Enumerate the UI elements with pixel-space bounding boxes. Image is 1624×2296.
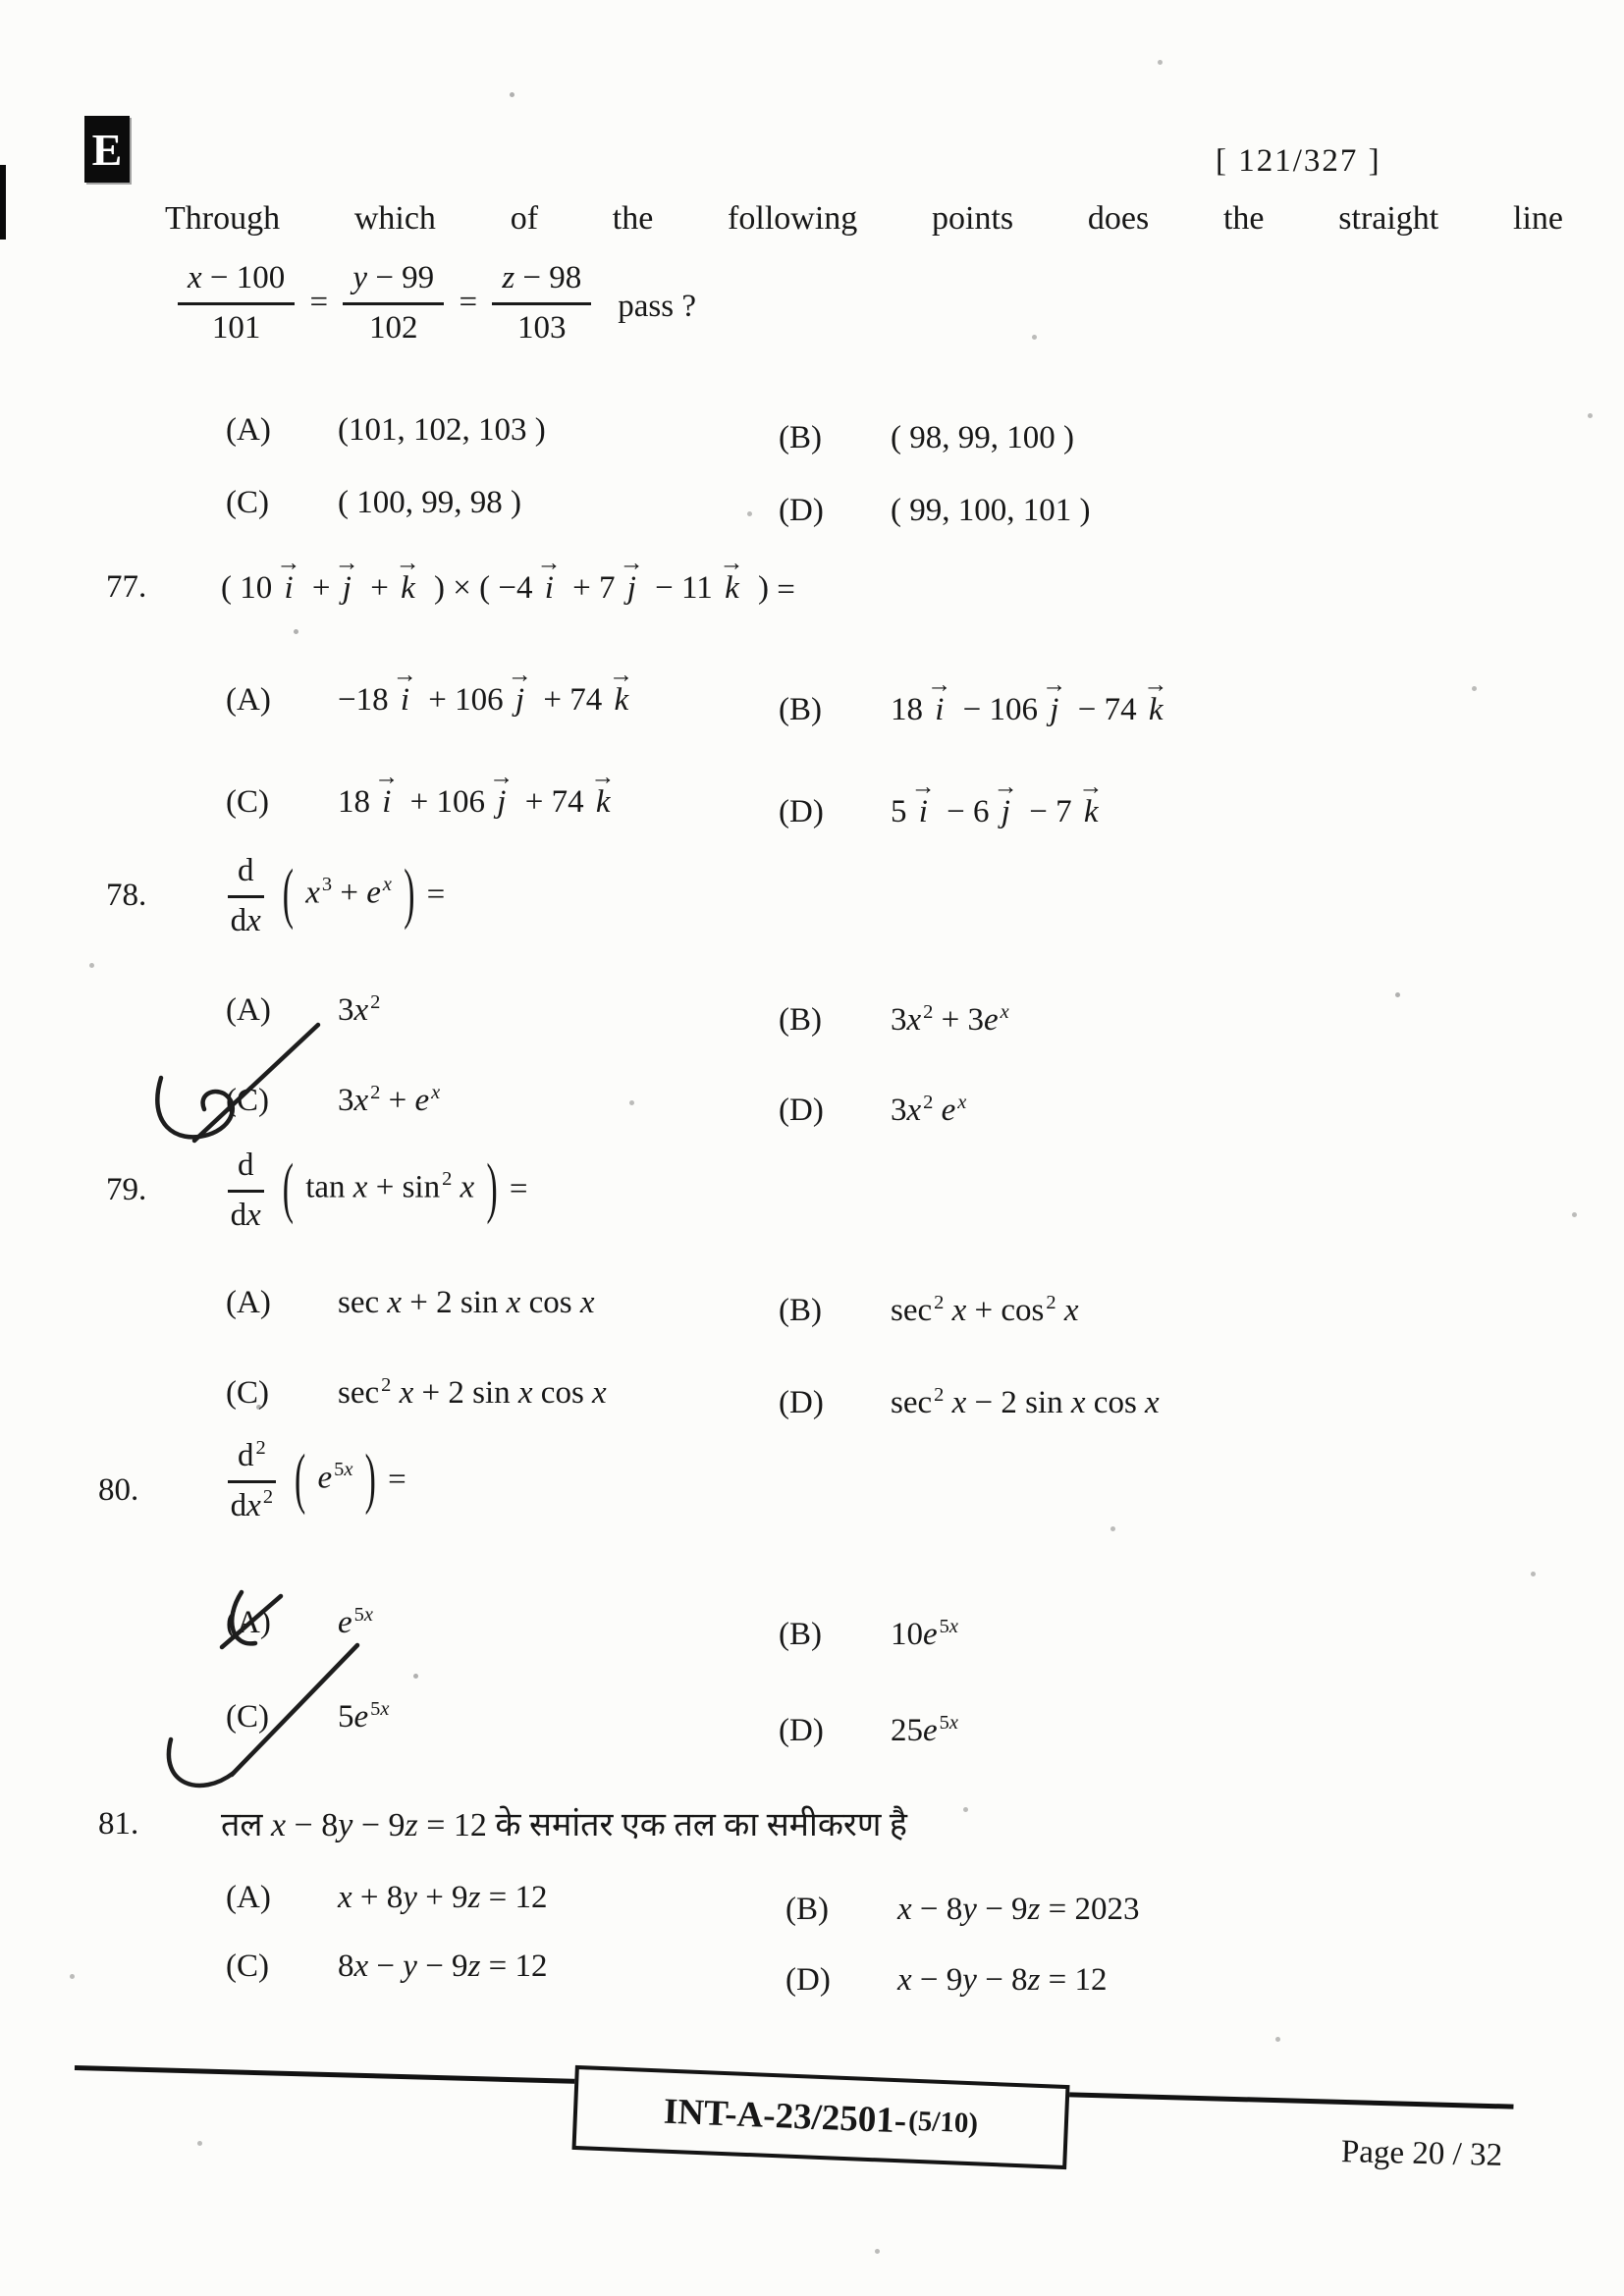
option-76-d bbox=[779, 493, 1090, 529]
option-value: $25e^{5x}$ bbox=[891, 1711, 958, 1748]
option-label: (A) bbox=[226, 992, 271, 1028]
option-label: (C) bbox=[226, 784, 269, 820]
option-value: $3x^2 + e^x$ bbox=[338, 1081, 441, 1118]
option-value: $\sec^2 x - 2$ sin x cos x bbox=[891, 1383, 1160, 1420]
question-76-equation bbox=[171, 257, 696, 347]
exam-set-badge: E bbox=[84, 116, 130, 183]
option-value: $e^{5x}$ bbox=[338, 1603, 373, 1640]
question-76-text: Through which of the following points does the straight line bbox=[165, 200, 1563, 237]
option-label: (A) bbox=[226, 682, 271, 718]
option-value: $10e^{5x}$ bbox=[891, 1615, 958, 1652]
option-value: 18 → i − 106 → j − 74 → k bbox=[891, 670, 1168, 727]
paper-code: [ 121/327 ] bbox=[1216, 143, 1381, 179]
option-value: $3x^2$ $e^x$ bbox=[891, 1091, 967, 1128]
option-label: (B) bbox=[785, 1892, 829, 1927]
footer-paper-code-box bbox=[571, 2065, 1069, 2169]
option-label: (D) bbox=[779, 1385, 824, 1420]
option-label: (A) bbox=[226, 1285, 271, 1320]
pen-check-q80-option-c bbox=[149, 1635, 377, 1794]
option-label: (D) bbox=[785, 1962, 831, 1998]
option-label: (A) bbox=[226, 1880, 271, 1915]
option-81-b bbox=[785, 1889, 1140, 1931]
question-77-number: 77. bbox=[106, 569, 147, 605]
option-77-c bbox=[226, 763, 622, 824]
option-label: (D) bbox=[779, 1713, 824, 1748]
question-79-number: 79. bbox=[106, 1172, 147, 1207]
question-80-equation: $\frac{d^2}{dx^2}$ ( $e^{5x}$ ) = bbox=[221, 1435, 406, 1525]
option-value: $\sec^2 x + \cos^2 x$ bbox=[891, 1291, 1079, 1328]
option-value: 18 → i + 106 → j + 74 → k bbox=[338, 763, 616, 820]
scan-edge-artifact bbox=[0, 165, 6, 240]
question-78-equation: $\frac{d}{dx}$ ( $x^3 + e^x$ ) = bbox=[221, 850, 445, 940]
option-77-a bbox=[226, 661, 639, 721]
option-value: $3x^2 + 3e^x$ bbox=[891, 1000, 1009, 1038]
option-81-a bbox=[226, 1877, 548, 1919]
pen-tick-q78-option-c bbox=[135, 1017, 352, 1147]
question-81-text: तल x − 8y − 9z = 12 के समांतर एक तल का समीकरण है bbox=[221, 1807, 907, 1843]
option-value: 5 → i − 6 → j − 7 → k bbox=[891, 773, 1104, 829]
equation-76: $\frac{x - 100}{101}$ = $\frac{y - 99}{102}$ = $\frac{z - 98}{103}$ bbox=[171, 283, 598, 318]
option-value: ( 98, 99, 100 ) bbox=[891, 420, 1074, 455]
option-label: (A) bbox=[226, 1605, 271, 1640]
option-value: 8x − y − 9z = 12 bbox=[338, 1949, 548, 1984]
option-label: (B) bbox=[779, 420, 822, 455]
option-value: sec x + 2 sin x cos x bbox=[338, 1285, 595, 1320]
footer-code: INT-A-23/2501- bbox=[663, 2091, 908, 2141]
option-value: $\sec^2 x + 2$ sin x cos x bbox=[338, 1373, 607, 1411]
option-81-c bbox=[226, 1946, 548, 1988]
option-label: (D) bbox=[779, 794, 824, 829]
option-value: −18 → i + 106 → j + 74 → k bbox=[338, 661, 634, 718]
option-value: x + 8y + 9z = 12 bbox=[338, 1880, 548, 1915]
option-value: x − 9y − 8z = 12 bbox=[897, 1962, 1108, 1998]
option-label: (B) bbox=[779, 1617, 822, 1652]
option-label: (C) bbox=[226, 485, 269, 520]
option-76-b bbox=[779, 420, 1074, 456]
option-76-c bbox=[226, 485, 521, 521]
question-79-equation: $\frac{d}{dx}$ ( $\tan x + \sin^2 x$ ) = bbox=[221, 1145, 528, 1235]
option-label: (C) bbox=[226, 1699, 269, 1735]
option-label: (B) bbox=[779, 1002, 822, 1038]
question-78-number: 78. bbox=[106, 878, 147, 913]
option-value: x − 8y − 9z = 2023 bbox=[897, 1892, 1140, 1927]
footer-code-suffix: (5/10) bbox=[907, 2105, 979, 2139]
option-label: (D) bbox=[779, 1093, 824, 1128]
option-78-d bbox=[779, 1090, 966, 1132]
option-label: (A) bbox=[226, 412, 271, 448]
page-indicator: Page 20 / 32 bbox=[1340, 2134, 1503, 2173]
option-value: $3x^2$ bbox=[338, 990, 381, 1028]
option-81-d bbox=[785, 1959, 1108, 2002]
option-79-d bbox=[779, 1382, 1160, 1424]
option-79-b bbox=[779, 1290, 1079, 1332]
option-value: (101, 102, 103 ) bbox=[338, 412, 546, 448]
option-77-d bbox=[779, 773, 1110, 833]
option-label: (B) bbox=[779, 1293, 822, 1328]
option-label: (B) bbox=[779, 692, 822, 727]
option-80-b bbox=[779, 1614, 958, 1656]
option-77-b bbox=[779, 670, 1174, 731]
option-79-c bbox=[226, 1372, 607, 1415]
option-label: (C) bbox=[226, 1083, 269, 1118]
option-label: (D) bbox=[779, 493, 824, 528]
question-81-number: 81. bbox=[98, 1806, 139, 1842]
option-76-a bbox=[226, 412, 546, 449]
question-77-equation: ( 10 → i + → j + → k ) × ( −4 → i + 7 → j − 11 → k ) = bbox=[221, 549, 795, 608]
option-label: (C) bbox=[226, 1949, 269, 1984]
scan-noise bbox=[0, 0, 3, 3]
question-80-number: 80. bbox=[98, 1472, 139, 1508]
equation-76-tail: pass ? bbox=[618, 288, 697, 324]
option-label: (C) bbox=[226, 1375, 269, 1411]
option-80-d bbox=[779, 1710, 958, 1752]
option-value: ( 99, 100, 101 ) bbox=[891, 493, 1091, 528]
option-value: $5e^{5x}$ bbox=[338, 1697, 390, 1735]
option-78-b bbox=[779, 999, 1009, 1041]
option-value: ( 100, 99, 98 ) bbox=[338, 485, 521, 520]
option-79-a bbox=[226, 1282, 594, 1324]
